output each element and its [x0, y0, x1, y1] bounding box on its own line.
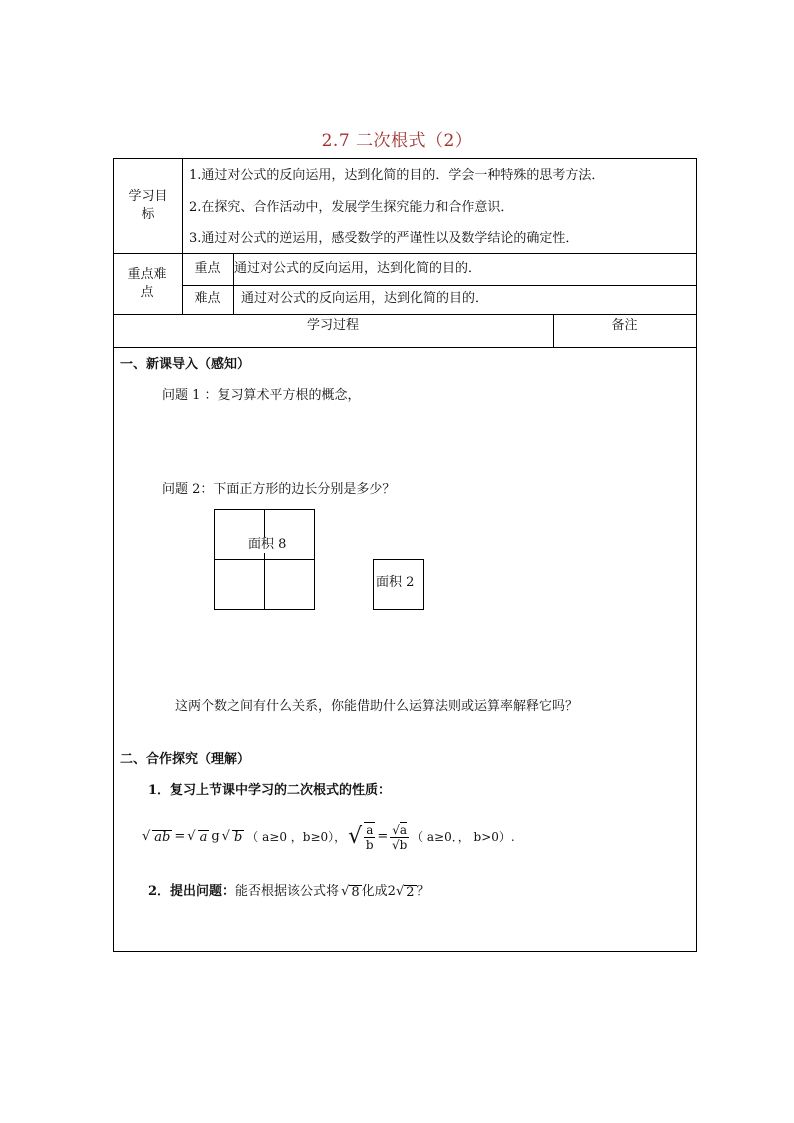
page-title: 2.7 二次根式（2） — [321, 131, 473, 151]
problem-end: ？ — [416, 884, 430, 899]
key-point-text: 通过对公式的反向运用，达到化简的目的． — [234, 261, 482, 276]
formula-radicand: a — [199, 829, 208, 845]
question-2: 问题 2：下面正方形的边长分别是多少？ — [162, 482, 396, 497]
formula-fraction — [364, 822, 375, 852]
formula-condition: （ a≥0 ，b≥0）， — [246, 830, 347, 844]
square-small-label: 面积 2 — [376, 575, 415, 590]
problem-label: 2．提出问题： — [148, 884, 236, 899]
goal-item: 1.通过对公式的反向运用，达到化简的目的．学会一种特殊的思考方法． — [189, 168, 605, 183]
relation-question: 这两个数之间有什么关系，你能借助什么运算法则或运算率解释它吗？ — [175, 699, 579, 714]
formula-equals: = — [377, 829, 389, 844]
problem-radicand: 8 — [351, 884, 360, 900]
process-header: 学习过程 — [306, 318, 359, 333]
formula-radicand: ab — [154, 829, 171, 845]
key-point-label: 重点 — [194, 261, 221, 276]
notes-header: 备注 — [611, 318, 638, 333]
difficulty-label: 难点 — [194, 291, 221, 306]
fraction-numerator: a — [399, 822, 408, 837]
problem-coefficient: 2 — [387, 884, 396, 899]
problem-text: 化成 — [361, 884, 388, 899]
formula-condition: （ a≥0．， b>0）. — [411, 830, 515, 844]
goals-label: 学习目标 — [128, 189, 168, 222]
review-item: 1．复习上节课中学习的二次根式的性质： — [148, 783, 392, 798]
formula-fraction: $\frac{√a}{√b}$ — [391, 822, 408, 852]
square-divider-horizontal — [214, 559, 314, 560]
difficulty-text: 通过对公式的反向运用，达到化简的目的． — [241, 291, 489, 306]
square-big-label: 面积 8 — [248, 537, 287, 552]
goal-item: 3.通过对公式的逆运用，感受数学的严谨性以及数学结论的确定性． — [189, 231, 579, 246]
key-points-label: 重点难点 — [127, 267, 167, 300]
goal-item: 2.在探究、合作活动中，发展学生探究能力和合作意识． — [189, 200, 514, 215]
fraction-denominator: b — [365, 838, 374, 852]
fraction-numerator: a — [366, 823, 374, 837]
problem-line: 2．提出问题： 能否根据该公式将 √ 8 化成 2 √ 2 ？ — [148, 884, 430, 900]
fraction-denominator: b — [399, 837, 408, 852]
formula-line: √ ab = √ a g √ b （ a≥0 ，b≥0）， √ $\frac{a}{b}$ = $\frac{√a}{√b}$ （ a≥0．， b>0）. — [142, 822, 515, 852]
section-heading: 二、合作探究（理解） — [120, 752, 251, 767]
formula-equals: = — [174, 829, 186, 844]
problem-text: 能否根据该公式将 — [235, 884, 340, 899]
formula-g: g — [211, 829, 220, 844]
formula-radicand: b — [233, 829, 243, 845]
question-1: 问题 1 ：复习算术平方根的概念， — [162, 388, 361, 403]
problem-radicand: 2 — [406, 884, 415, 900]
section-heading: 一、新课导入（感知） — [120, 357, 251, 372]
